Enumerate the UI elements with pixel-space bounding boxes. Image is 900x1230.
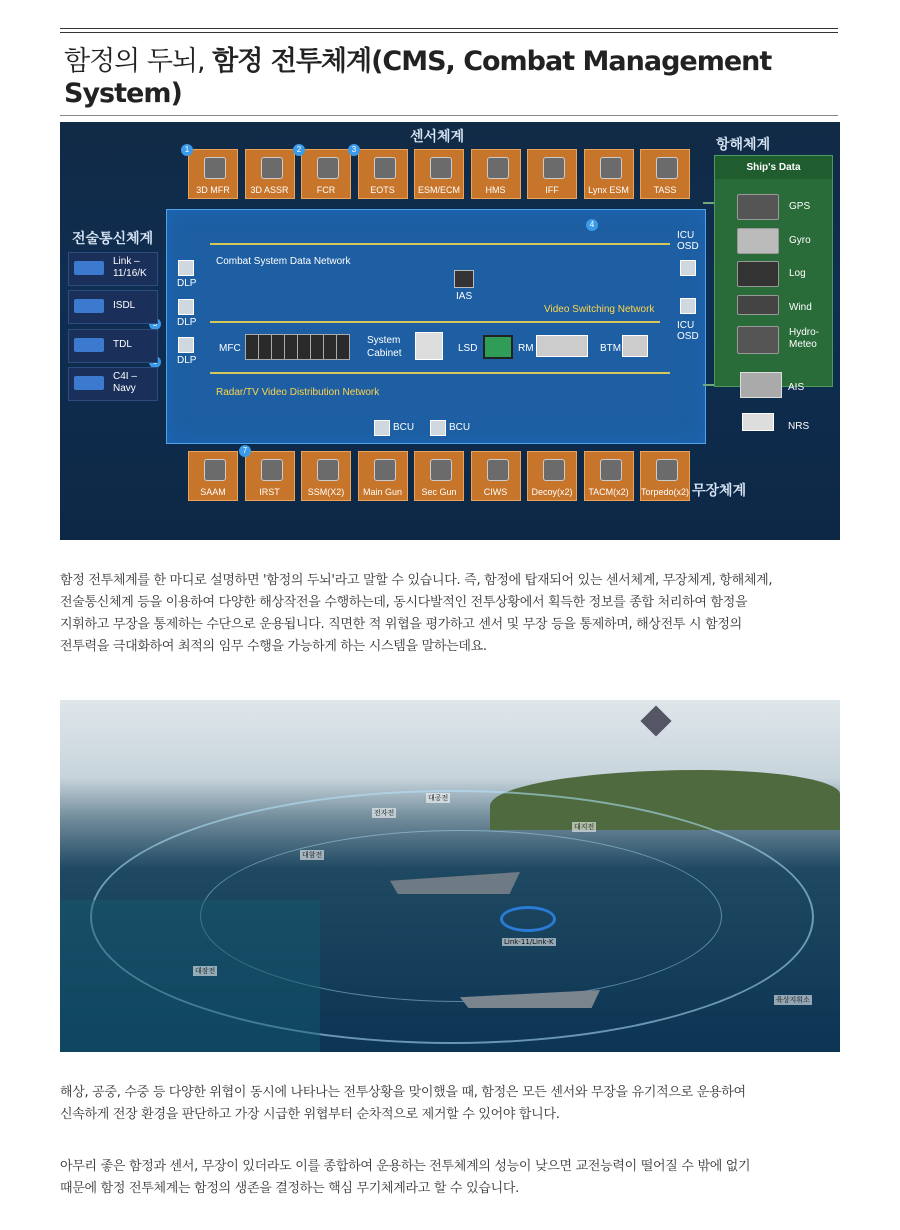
weapon-label: Torpedo(x2) (641, 487, 690, 497)
weapon-system-title: 무장체계 (692, 483, 747, 499)
marker-2: 2 (293, 144, 305, 156)
nrs-icon (742, 413, 774, 431)
satellite-icon (74, 299, 104, 313)
weapon-label: Sec Gun (421, 487, 457, 497)
sensor-label: TASS (653, 185, 677, 195)
weapon-box (358, 451, 408, 501)
underwater-zone (60, 900, 320, 1052)
dlp-device (178, 299, 194, 315)
weapon-label: IRST (259, 487, 280, 497)
sensor-equipment-icon (487, 157, 509, 179)
weapon-label: TACM(x2) (588, 487, 629, 497)
icu-label-2: ICU (677, 320, 695, 331)
meteo-label: Meteo (789, 339, 817, 350)
satellite-icon (74, 376, 104, 390)
weapon-equipment-icon (374, 459, 396, 481)
weapon-box (301, 451, 351, 501)
sensor-box (640, 149, 690, 199)
gyro-label: Gyro (789, 235, 811, 246)
threat-line-1: 해상, 공중, 수중 등 다양한 위협이 동시에 나타나는 전투상황을 맞이했을 때, 함정은 모든 센서와 무장을 유기적으로 운용하여 (60, 1085, 746, 1100)
dlp-device (178, 337, 194, 353)
weapon-equipment-icon (543, 459, 565, 481)
weapon-box (245, 451, 295, 501)
title-rule-bottom (60, 115, 838, 116)
icu-device (680, 260, 696, 276)
comm-isdl (68, 290, 158, 324)
mfc-console-icon (336, 334, 350, 360)
mfc-console-icon (258, 334, 272, 360)
lsd-label: LSD (458, 343, 478, 354)
comm-tdl (68, 329, 158, 363)
satellite-icon (74, 338, 104, 352)
vsn-label: Video Switching Network (544, 304, 655, 315)
comm-link-label (113, 256, 147, 280)
title-bold: 함정 전투체계(CMS, Combat Management System) (64, 46, 772, 109)
wind-sensor-icon (737, 295, 779, 315)
sensor-equipment-icon (204, 157, 226, 179)
comm-system-title: 전술통신체계 (72, 231, 154, 247)
bcu-device (374, 420, 390, 436)
sensor-box (245, 149, 295, 199)
weapon-box (414, 451, 464, 501)
sensor-box (188, 149, 238, 199)
btm-monitor-icon (622, 335, 648, 357)
comm-link-line1: Link – (113, 256, 140, 267)
title-light: 함정의 두뇌, (64, 46, 213, 77)
link-terminal-icon (74, 261, 104, 275)
radar-tv-label: Radar/TV Video Distribution Network (216, 387, 380, 398)
sensor-equipment-icon (261, 157, 283, 179)
sensor-label: ESM/ECM (417, 185, 460, 195)
csdn-label: Combat System Data Network (216, 256, 351, 267)
comm-isdl-label: ISDL (113, 300, 136, 311)
osd-label-1: OSD (677, 241, 699, 252)
sensor-label: EOTS (370, 185, 395, 195)
navigation-system-title: 항해체계 (716, 137, 771, 153)
satellite-icon (640, 705, 671, 736)
ias-label: IAS (456, 291, 473, 302)
data-network-line (210, 243, 670, 245)
rm-label: RM (518, 343, 534, 354)
gps-icon (737, 194, 779, 220)
marker-4: 4 (586, 219, 598, 231)
sensor-box (471, 149, 521, 199)
sensor-box (358, 149, 408, 199)
ais-icon (740, 372, 782, 398)
sensor-box (301, 149, 351, 199)
rm-monitors-icon (536, 335, 588, 357)
marker-1: 1 (181, 144, 193, 156)
intro-paragraph (60, 570, 850, 658)
comm-c4i-line2: Navy (113, 383, 136, 394)
datalink-ring-icon (500, 906, 556, 932)
marker-7: 7 (239, 445, 251, 457)
weapon-label: SAAM (200, 487, 226, 497)
weapon-box (471, 451, 521, 501)
sensor-equipment-icon (430, 157, 452, 179)
mfc-console-icon (310, 334, 324, 360)
weapon-equipment-icon (430, 459, 452, 481)
ships-data-panel (714, 155, 833, 387)
weapon-box (640, 451, 690, 501)
comm-tdl-label: TDL (113, 339, 132, 350)
ships-data-title: Ship's Data (715, 156, 832, 179)
osd-label-2: OSD (677, 331, 699, 342)
sensor-equipment-icon (656, 157, 678, 179)
lsd-screen-icon (483, 335, 513, 359)
weapon-equipment-icon (317, 459, 339, 481)
dlp-label-2: DLP (177, 317, 197, 328)
sensor-box (527, 149, 577, 199)
system-cabinet-label-2: Cabinet (367, 348, 402, 359)
threat-line-2: 신속하게 전장 환경을 판단하고 가장 시급한 위협부터 순차적으로 제거할 수 있어야 합니다. (60, 1107, 560, 1122)
weapon-label: SSM(X2) (307, 487, 345, 497)
comm-c4i (68, 367, 158, 401)
sensor-box (584, 149, 634, 199)
wind-label: Wind (789, 302, 812, 313)
conclusion-paragraph (60, 1156, 850, 1200)
dlp-label-3: DLP (177, 355, 197, 366)
sensor-system-title: 센서체계 (410, 129, 465, 145)
anti-air-label: 대공전 (428, 794, 449, 802)
mfc-console-icon (297, 334, 311, 360)
system-cabinet-icon (415, 332, 443, 360)
sensor-label: 3D ASSR (250, 185, 289, 195)
hydro-label: Hydro- (789, 327, 820, 338)
mfc-console-icon (245, 334, 259, 360)
weapon-equipment-icon (487, 459, 509, 481)
sensor-box (414, 149, 464, 199)
ais-label: AIS (788, 382, 805, 393)
dlp-device (178, 260, 194, 276)
comm-link-line2: 11/16/K (113, 268, 147, 279)
icu-device (680, 298, 696, 314)
weapon-label: Main Gun (362, 487, 403, 497)
weapon-box (188, 451, 238, 501)
marker-3: 3 (348, 144, 360, 156)
bcu-label-1: BCU (393, 422, 415, 433)
comm-link (68, 252, 158, 286)
btm-label: BTM (600, 343, 622, 354)
sensor-equipment-icon (374, 157, 396, 179)
anti-ground-label: 대지전 (574, 823, 595, 831)
mfc-console-icon (271, 334, 285, 360)
battle-scenario-illustration (60, 700, 840, 1052)
weapon-box (584, 451, 634, 501)
icu-label-1: ICU (677, 230, 695, 241)
system-cabinet-label-1: System (367, 335, 401, 346)
log-icon (737, 261, 779, 287)
hydro-meteo-icon (737, 326, 779, 354)
page-header (60, 28, 838, 116)
threat-paragraph (60, 1082, 850, 1126)
cms-architecture-diagram (60, 122, 840, 540)
weapon-equipment-icon (204, 459, 226, 481)
intro-line-3: 지휘하고 무장을 통제하는 수단으로 운용됩니다. 직면한 적 위협을 평가하고 센서 및 무장 등을 통제하며, 해상전투 시 함정의 (60, 617, 742, 632)
sensor-equipment-icon (543, 157, 565, 179)
weapon-equipment-icon (261, 459, 283, 481)
sensor-label: IFF (545, 185, 559, 195)
comm-c4i-line1: C4I – (113, 371, 137, 382)
bcu-label-2: BCU (449, 422, 471, 433)
anti-surface-label: 대함전 (302, 851, 323, 859)
comm-c4i-label (113, 371, 137, 395)
conclusion-line-1: 아무리 좋은 함정과 센서, 무장이 있더라도 이를 종합하여 운용하는 전투체계의 성능이 낮으면 교전능력이 떨어질 수 밖에 없기 (60, 1159, 751, 1174)
weapon-label: CIWS (483, 487, 508, 497)
ground-station-label: 육상지휘소 (776, 996, 810, 1004)
weapon-label: Decoy(x2) (531, 487, 573, 497)
ias-icon (454, 270, 474, 288)
bcu-device (430, 420, 446, 436)
intro-line-2: 전술통신체계 등을 이용하여 다양한 해상작전을 수행하는데, 동시다발적인 전투상황에서 획득한 정보를 종합 처리하여 함정을 (60, 595, 748, 610)
log-label: Log (789, 268, 806, 279)
nrs-label: NRS (788, 421, 810, 432)
datalink-label: Link-11/Link-K (504, 938, 554, 946)
intro-line-1: 함정 전투체계를 한 마디로 설명하면 '함정의 두뇌'라고 말할 수 있습니다. 즉, 함정에 탑재되어 있는 센서체계, 무장체계, 항해체계, (60, 573, 773, 588)
conclusion-line-2: 때문에 함정 전투체계는 함정의 생존을 결정하는 핵심 무기체계라고 할 수 있습니다. (60, 1181, 519, 1196)
sensor-equipment-icon (317, 157, 339, 179)
anti-sub-label: 대잠전 (195, 967, 216, 975)
weapon-box (527, 451, 577, 501)
mfc-console-icon (323, 334, 337, 360)
video-network-line (210, 321, 660, 323)
sensor-equipment-icon (600, 157, 622, 179)
dlp-label-1: DLP (177, 278, 197, 289)
gyro-icon (737, 228, 779, 254)
sensor-label: Lynx ESM (588, 185, 629, 195)
intro-line-4: 전투력을 극대화하여 최적의 임무 수행을 가능하게 하는 시스템을 말하는데요. (60, 639, 487, 654)
sensor-label: 3D MFR (196, 185, 230, 195)
weapon-equipment-icon (656, 459, 678, 481)
gps-label: GPS (789, 201, 811, 212)
mfc-console-icon (284, 334, 298, 360)
page-title (60, 33, 838, 115)
mfc-label: MFC (219, 343, 241, 354)
sensor-label: FCR (316, 185, 336, 195)
electronic-warfare-label: 전자전 (374, 809, 395, 817)
sensor-label: HMS (485, 185, 506, 195)
radar-network-line (210, 372, 670, 374)
weapon-equipment-icon (600, 459, 622, 481)
